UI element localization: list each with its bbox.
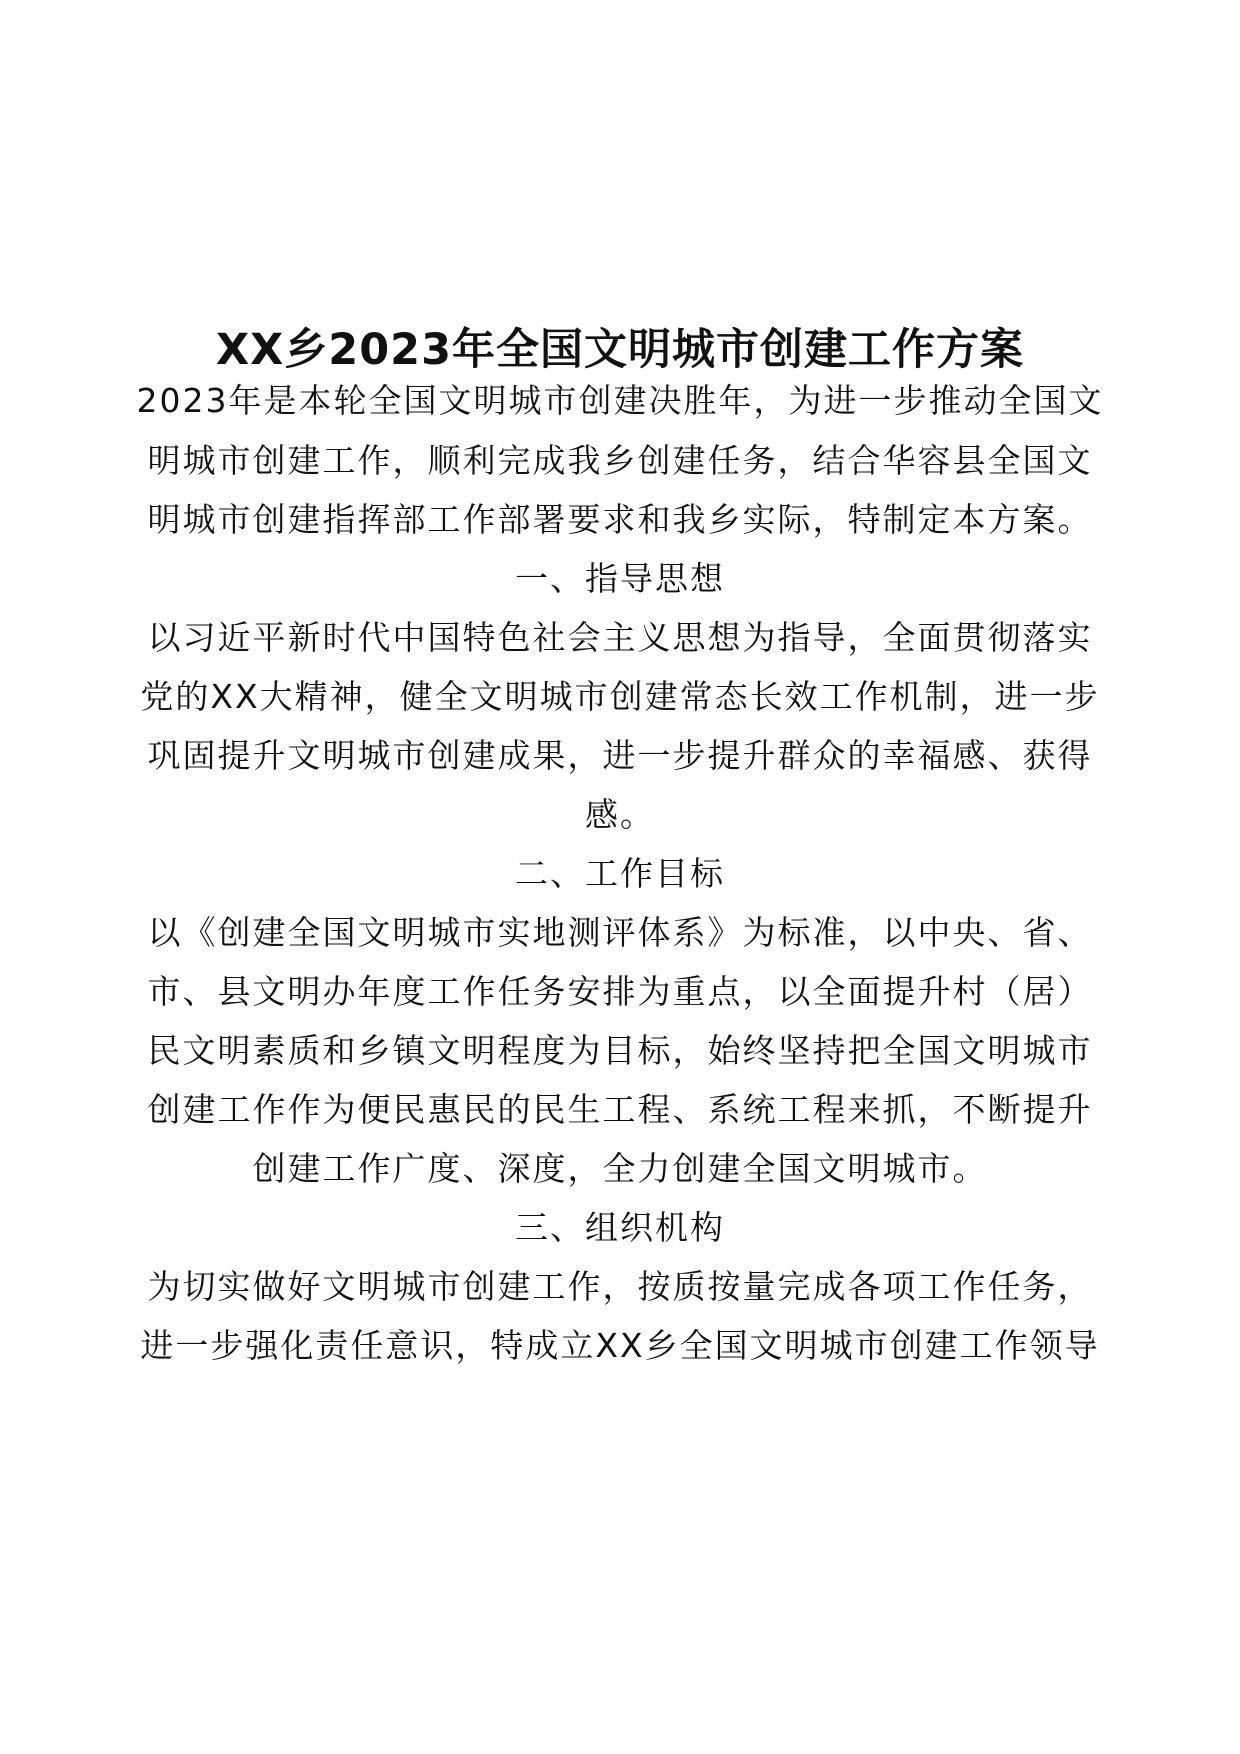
intro-line: 明城市创建指挥部工作部署要求和我乡实际，特制定本方案。 xyxy=(147,500,1093,539)
section-paragraph-line: 以习近平新时代中国特色社会主义思想为指导，全面贯彻落实 xyxy=(147,618,1093,657)
section-heading-guiding-ideology: 一、指导思想 xyxy=(515,559,725,598)
section-paragraph-line: 创建工作广度、深度，全力创建全国文明城市。 xyxy=(252,1149,988,1188)
section-heading-work-goals: 二、工作目标 xyxy=(515,854,725,893)
section-paragraph-line: 巩固提升文明城市创建成果，进一步提升群众的幸福感、获得 xyxy=(147,736,1093,775)
section-paragraph-line: 以《创建全国文明城市实地测评体系》为标准，以中央、省、 xyxy=(147,913,1093,952)
section-paragraph-line: 为切实做好文明城市创建工作，按质按量完成各项工作任务， xyxy=(147,1267,1093,1306)
intro-line: 明城市创建工作，顺利完成我乡创建任务，结合华容县全国文 xyxy=(147,441,1093,480)
section-paragraph-line: 市、县文明办年度工作任务安排为重点，以全面提升村（居） xyxy=(147,972,1093,1011)
section-paragraph-line: 民文明素质和乡镇文明程度为目标，始终坚持把全国文明城市 xyxy=(147,1031,1093,1070)
section-paragraph-line: 进一步强化责任意识，特成立XX乡全国文明城市创建工作领导 xyxy=(140,1326,1100,1365)
section-paragraph-line: 感。 xyxy=(585,795,655,834)
section-paragraph-line: 创建工作作为便民惠民的民生工程、系统工程来抓，不断提升 xyxy=(147,1090,1093,1129)
section-heading-organization: 三、组织机构 xyxy=(515,1208,725,1247)
section-paragraph-line: 党的XX大精神，健全文明城市创建常态长效工作机制，进一步 xyxy=(140,677,1100,716)
document-title: XX乡2023年全国文明城市创建工作方案 xyxy=(216,325,1024,375)
intro-line: 2023年是本轮全国文明城市创建决胜年，为进一步推动全国文 xyxy=(136,381,1104,420)
